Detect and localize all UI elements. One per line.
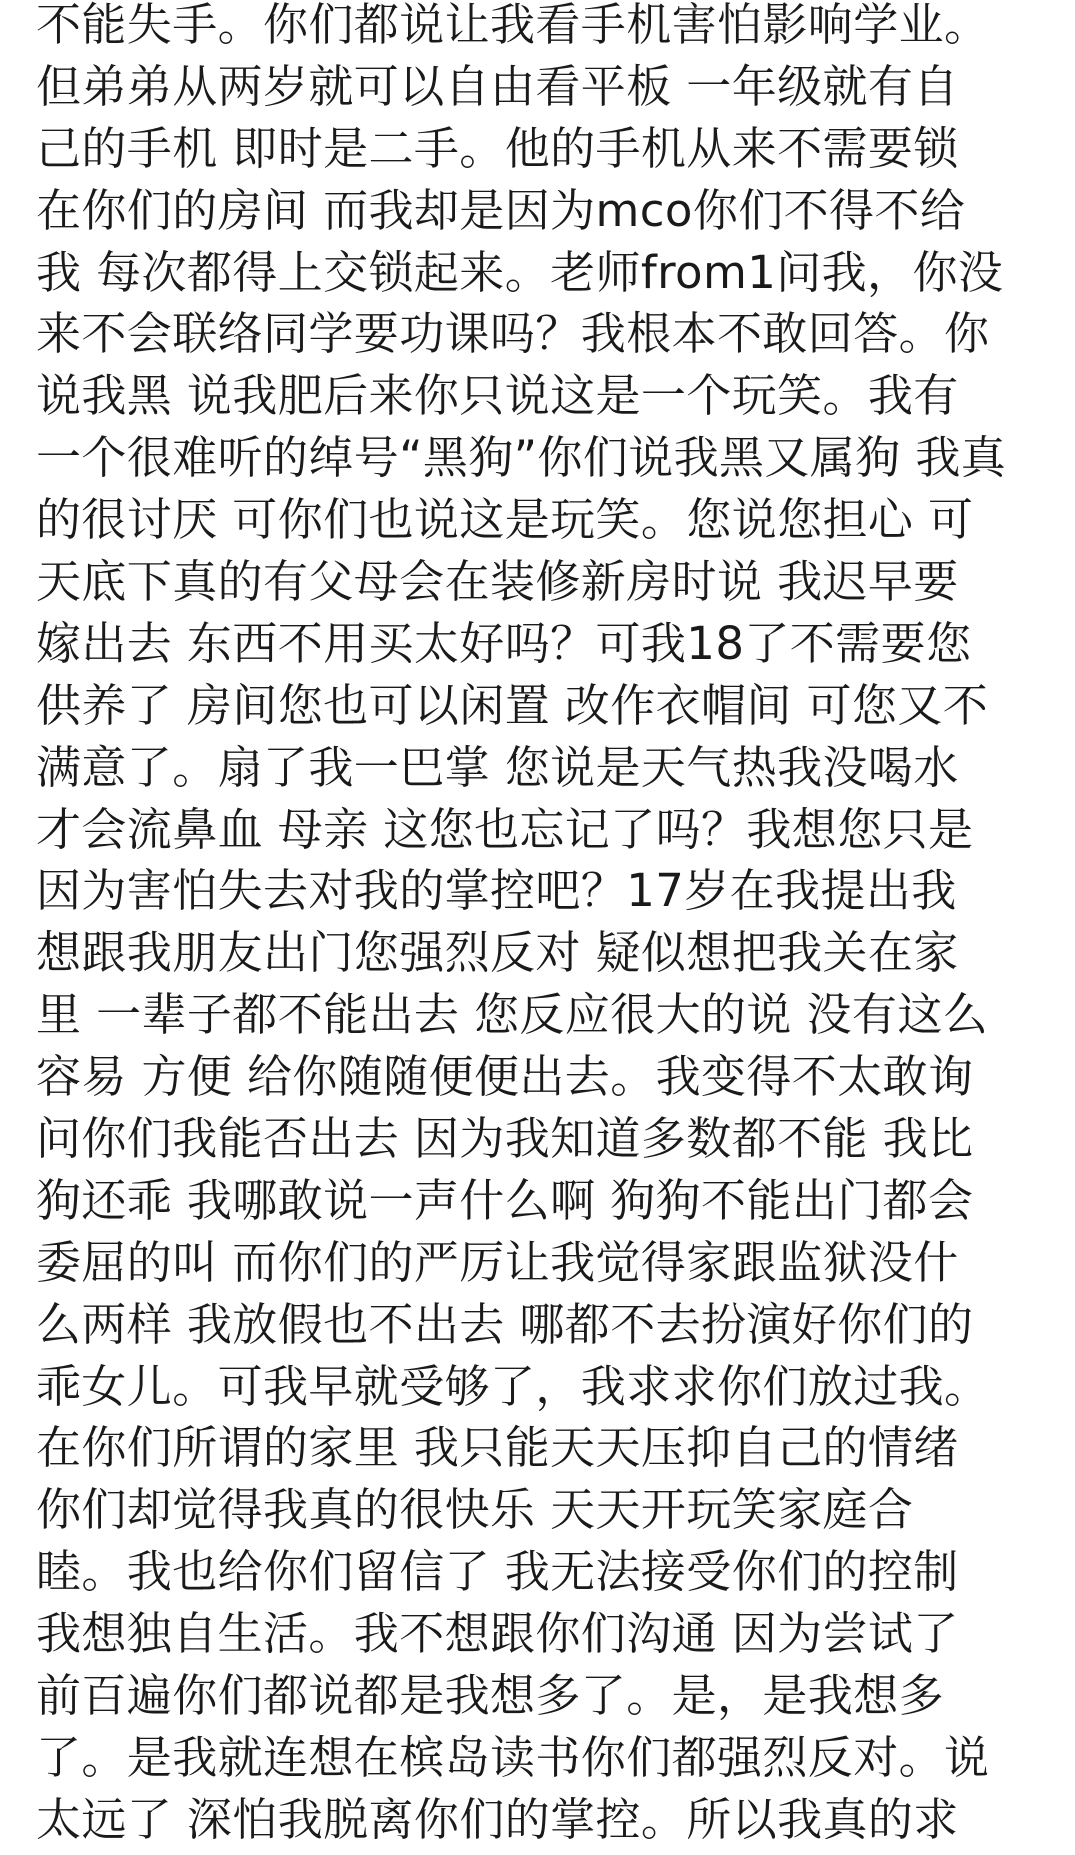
text-line-22: 么两样 我放假也不出去 哪都不去扮演好你们的 [36, 1297, 974, 1351]
text-line-4: 在你们的房间 而我却是因为mco你们不得不给 [36, 183, 966, 237]
text-line-14: 才会流鼻血 母亲 这您也忘记了吗？我想您只是 [36, 802, 974, 856]
text-line-15: 因为害怕失去对我的掌控吧？17岁在我提出我 [36, 864, 957, 918]
text-line-26: 睦。我也给你们留信了 我无法接受你们的控制 [36, 1545, 959, 1599]
text-line-10: 天底下真的有父母会在装修新房时说 我迟早要 [36, 555, 959, 609]
text-line-29: 了。是我就连想在槟岛读书你们都强烈反对。说 [36, 1730, 990, 1784]
text-line-6: 来不会联络同学要功课吗？我根本不敢回答。你 [36, 307, 990, 361]
text-line-19: 问你们我能否出去 因为我知道多数都不能 我比 [36, 1112, 974, 1166]
text-line-11: 嫁出去 东西不用买太好吗？可我18了不需要您 [36, 616, 972, 670]
text-line-12: 供养了 房间您也可以闲置 改作衣帽间 可您又不 [36, 678, 989, 732]
text-line-24: 在你们所谓的家里 我只能天天压抑自己的情绪 [36, 1421, 959, 1475]
text-line-23: 乖女儿。可我早就受够了，我求求你们放过我。 [36, 1359, 990, 1413]
letter-text [36, 0, 1066, 1851]
text-line-17: 里 一辈子都不能出去 您反应很大的说 没有这么 [36, 988, 989, 1042]
text-line-20: 狗还乖 我哪敢说一声什么啊 狗狗不能出门都会 [36, 1173, 974, 1227]
text-line-13: 满意了。扇了我一巴掌 您说是天气热我没喝水 [36, 740, 959, 794]
text-line-3: 己的手机 即时是二手。他的手机从来不需要锁 [36, 121, 959, 175]
text-line-8: 一个很难听的绰号“黑狗”你们说我黑又属狗 我真 [36, 431, 1007, 485]
text-line-18: 容易 方便 给你随随便便出去。我变得不太敢询 [36, 1050, 974, 1104]
text-line-7: 说我黑 说我肥后来你只说这是一个玩笑。我有 [36, 369, 959, 423]
text-line-16: 想跟我朋友出门您强烈反对 疑似想把我关在家 [36, 926, 959, 980]
text-line-25: 你们却觉得我真的很快乐 天天开玩笑家庭合 [36, 1483, 914, 1537]
text-line-2: 但弟弟从两岁就可以自由看平板 一年级就有自 [36, 59, 959, 113]
text-line-21: 委屈的叫 而你们的严厉让我觉得家跟监狱没什 [36, 1235, 959, 1289]
text-line-27: 我想独自生活。我不想跟你们沟通 因为尝试了 [36, 1607, 959, 1661]
text-line-9: 的很讨厌 可你们也说这是玩笑。您说您担心 可 [36, 493, 974, 547]
text-line-30: 太远了 深怕我脱离你们的掌控。所以我真的求 [36, 1792, 959, 1846]
text-line-28: 前百遍你们都说都是我想多了。是，是我想多 [36, 1669, 945, 1723]
text-line-1: 不能失手。你们都说让我看手机害怕影响学业。 [36, 0, 990, 51]
text-line-5: 我 每次都得上交锁起来。老师from1问我，你没 [36, 245, 1004, 299]
